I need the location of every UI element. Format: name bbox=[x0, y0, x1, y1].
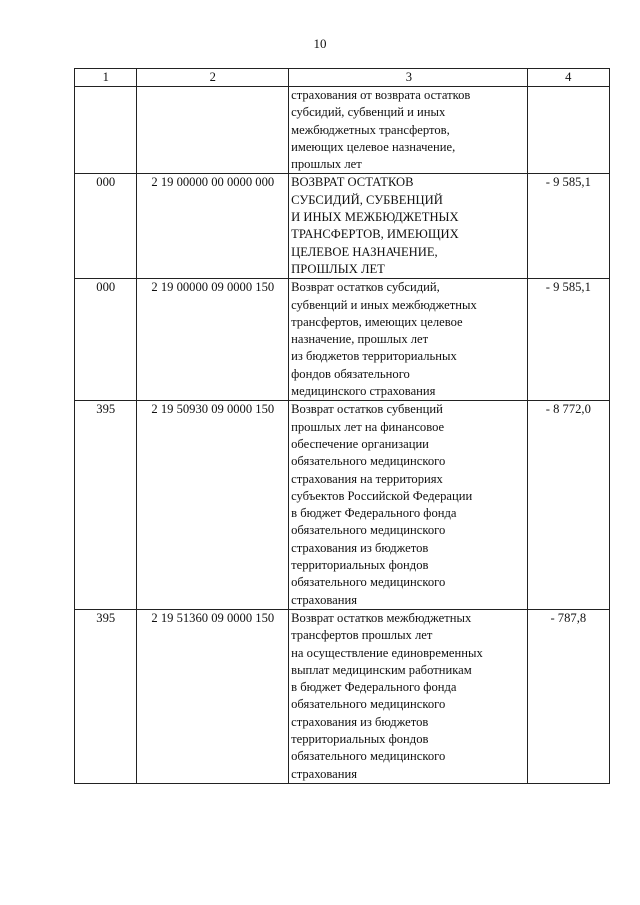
table-row bbox=[75, 279, 610, 401]
column-header-2: 2 bbox=[137, 69, 289, 87]
budget-table bbox=[74, 68, 610, 784]
kbk-cell: 2 19 50930 09 0000 150 bbox=[137, 401, 289, 610]
admin-code-cell bbox=[75, 87, 137, 174]
table-row bbox=[75, 174, 610, 279]
income-name-cell: Возврат остатков межбюджетных трансфертов прошлых лет на осуществление единовременных выплат медицинским работникам в бюджет Федерального фонда обязательного медицинского страхования из бюджетов территориальных фондов обязательного медицинского страхования bbox=[289, 609, 528, 783]
page-number: 10 bbox=[313, 36, 327, 51]
column-header-4: 4 bbox=[527, 69, 609, 87]
amount-cell: - 9 585,1 bbox=[527, 174, 609, 279]
admin-code-cell: 000 bbox=[75, 279, 137, 401]
amount-cell: - 787,8 bbox=[527, 609, 609, 783]
column-header-3: 3 bbox=[289, 69, 528, 87]
amount-cell: - 8 772,0 bbox=[527, 401, 609, 610]
amount-cell bbox=[527, 87, 609, 174]
table-row bbox=[75, 609, 610, 783]
table-row bbox=[75, 87, 610, 174]
admin-code-cell: 000 bbox=[75, 174, 137, 279]
amount-cell: - 9 585,1 bbox=[527, 279, 609, 401]
income-name-cell: Возврат остатков субвенций прошлых лет на финансовое обеспечение организации обязательного медицинского страхования на территориях субъектов Российской Федерации в бюджет Федерального фонда обязательного медицинского страхования из бюджетов территориальных фондов обязательного медицинского страхования bbox=[289, 401, 528, 610]
admin-code-cell: 395 bbox=[75, 401, 137, 610]
kbk-cell bbox=[137, 87, 289, 174]
kbk-cell: 2 19 51360 09 0000 150 bbox=[137, 609, 289, 783]
income-name-cell: страхования от возврата остатков субсидий, субвенций и иных межбюджетных трансфертов, имеющих целевое назначение, прошлых лет bbox=[289, 87, 528, 174]
table-header-row bbox=[75, 69, 610, 87]
kbk-cell: 2 19 00000 00 0000 000 bbox=[137, 174, 289, 279]
table-row bbox=[75, 401, 610, 610]
kbk-cell: 2 19 00000 09 0000 150 bbox=[137, 279, 289, 401]
admin-code-cell: 395 bbox=[75, 609, 137, 783]
column-header-1: 1 bbox=[75, 69, 137, 87]
income-name-cell: ВОЗВРАТ ОСТАТКОВ СУБСИДИЙ, СУБВЕНЦИЙ И ИНЫХ МЕЖБЮДЖЕТНЫХ ТРАНСФЕРТОВ, ИМЕЮЩИХ ЦЕЛЕВОЕ НАЗНАЧЕНИЕ, ПРОШЛЫХ ЛЕТ bbox=[289, 174, 528, 279]
income-name-cell: Возврат остатков субсидий, субвенций и иных межбюджетных трансфертов, имеющих целевое назначение, прошлых лет из бюджетов территориальных фондов обязательного медицинского страхования bbox=[289, 279, 528, 401]
